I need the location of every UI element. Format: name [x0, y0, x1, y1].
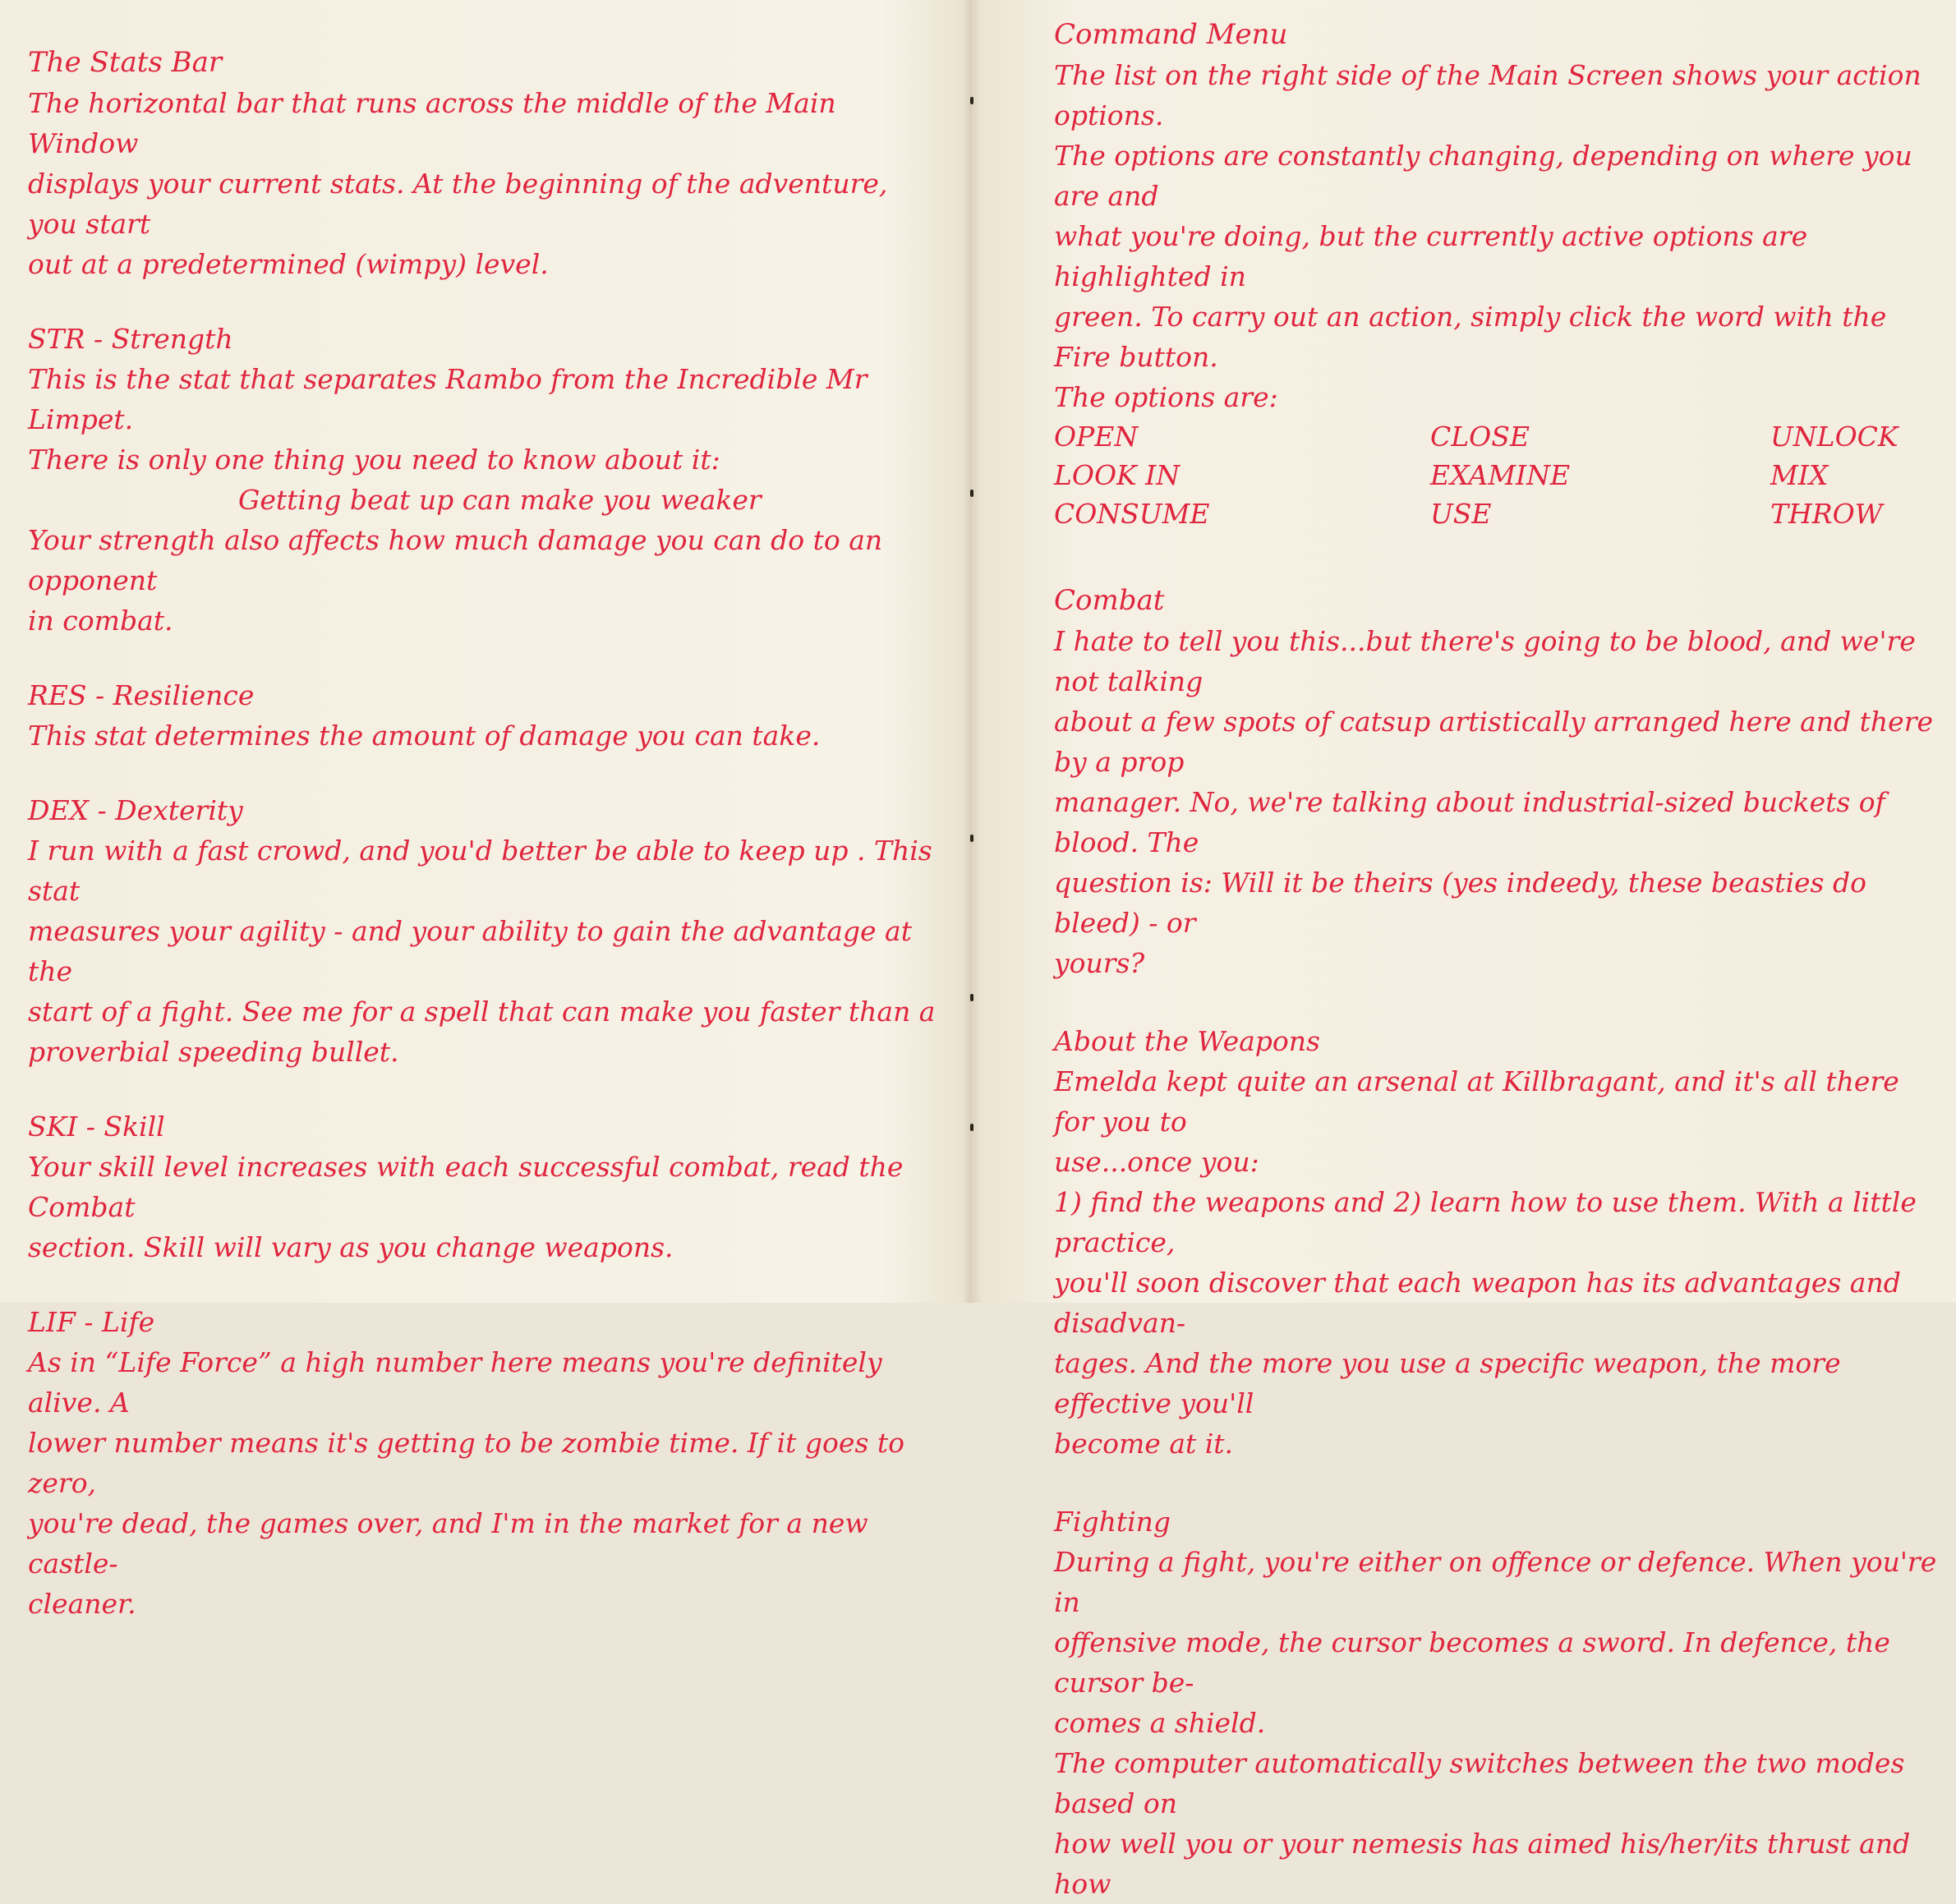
text-line: lower number means it's getting to be zombie time. If it goes to zero, — [28, 1427, 905, 1499]
text-line: green. To carry out an action, simply click the word with the Fire button. — [1054, 301, 1887, 373]
text-line: out at a predetermined (wimpy) level. — [28, 248, 549, 280]
right-page — [1054, 0, 1941, 1900]
text-line: proverbial speeding bullet. — [28, 1036, 399, 1068]
binding-staple — [970, 835, 973, 842]
binding-staple — [970, 1124, 973, 1131]
text-line: you're dead, the games over, and I'm in the market for a new castle- — [28, 1507, 868, 1580]
command-option: EXAMINE — [1430, 459, 1571, 491]
binding-staple — [970, 97, 973, 104]
command-option: OPEN — [1054, 421, 1139, 453]
strength-section — [28, 319, 940, 641]
section-heading: About the Weapons — [1054, 1025, 1320, 1057]
text-line: about a few spots of catsup artistically arranged here and there by a prop — [1054, 706, 1934, 778]
text-line: tages. And the more you use a specific weapon, the more effective you'll — [1054, 1347, 1841, 1419]
section-heading: DEX - Dexterity — [28, 794, 243, 826]
section-heading: Combat — [1054, 584, 1165, 617]
text-line: measures your agility - and your ability to gain the advantage at the — [28, 915, 912, 987]
combat-section — [1054, 581, 1941, 983]
section-heading: STR - Strength — [28, 323, 233, 355]
text-line: This stat determines the amount of damage you can take. — [28, 720, 821, 752]
command-option: CONSUME — [1054, 498, 1210, 530]
left-page — [28, 0, 940, 1620]
text-line: you'll soon discover that each weapon has its advantages and disadvan- — [1054, 1267, 1901, 1339]
section-heading: The Stats Bar — [28, 46, 223, 79]
text-line: yours? — [1054, 947, 1145, 979]
text-line: This is the stat that separates Rambo from the Incredible Mr Limpet. — [28, 363, 868, 435]
command-options-grid — [1054, 417, 1941, 533]
section-heading: SKI - Skill — [28, 1111, 165, 1143]
command-option: USE — [1430, 498, 1492, 530]
section-heading: RES - Resilience — [28, 679, 255, 711]
command-option: THROW — [1770, 498, 1883, 530]
text-line: The horizontal bar that runs across the middle of the Main Window — [28, 87, 836, 159]
text-line: use...once you: — [1054, 1146, 1259, 1178]
binding-staple — [970, 490, 973, 497]
section-heading: LIF - Life — [28, 1306, 155, 1338]
text-line: question is: Will it be theirs (yes indeedy, these beasties do bleed) - or — [1054, 867, 1866, 939]
command-option: LOOK IN — [1054, 459, 1181, 491]
text-line: The list on the right side of the Main Screen shows your action options. — [1054, 59, 1921, 131]
text-line: what you're doing, but the currently active options are highlighted in — [1054, 220, 1808, 292]
text-line: Your skill level increases with each successful combat, read the Combat — [28, 1151, 904, 1223]
text-line: manager. No, we're talking about industrial-sized buckets of blood. The — [1054, 786, 1885, 858]
centered-quote: Getting beat up can make you weaker — [238, 484, 762, 516]
binding-staple — [970, 994, 973, 1001]
text-line: I run with a fast crowd, and you'd better be able to keep up . This stat — [28, 835, 932, 907]
fighting-section — [1054, 1502, 1941, 1904]
text-line: The options are: — [1054, 381, 1278, 413]
weapons-section — [1054, 1021, 1941, 1464]
command-option: CLOSE — [1430, 421, 1530, 453]
dexterity-section — [28, 790, 940, 1072]
text-line: The computer automatically switches between the two modes based on — [1054, 1747, 1905, 1819]
stats-bar-section — [28, 43, 940, 284]
page-gutter — [966, 0, 971, 1303]
resilience-section — [28, 675, 940, 756]
life-section — [28, 1302, 940, 1624]
text-line: offensive mode, the cursor becomes a sword. In defence, the cursor be- — [1054, 1626, 1890, 1699]
text-line: I hate to tell you this...but there's going to be blood, and we're not talking — [1054, 625, 1916, 697]
text-line: As in “Life Force” a high number here means you're definitely alive. A — [28, 1346, 882, 1419]
text-line: The options are constantly changing, depending on where you are and — [1054, 140, 1912, 212]
command-menu-section — [1054, 15, 1941, 533]
section-heading: Fighting — [1054, 1506, 1171, 1538]
text-line: There is only one thing you need to know about it: — [28, 444, 720, 476]
text-line: start of a fight. See me for a spell that can make you faster than a — [28, 996, 936, 1028]
text-line: During a fight, you're either on offence or defence. When you're in — [1054, 1546, 1937, 1618]
command-option: UNLOCK — [1770, 421, 1898, 453]
text-line: comes a shield. — [1054, 1707, 1266, 1739]
command-option: MIX — [1770, 459, 1829, 491]
text-line: displays your current stats. At the beginning of the adventure, you start — [28, 168, 888, 240]
text-line: Your strength also affects how much damage you can do to an opponent — [28, 524, 883, 596]
text-line: become at it. — [1054, 1428, 1234, 1460]
skill-section — [28, 1106, 940, 1267]
text-line: in combat. — [28, 605, 173, 637]
text-line: Emelda kept quite an arsenal at Killbragant, and it's all there for you to — [1054, 1065, 1899, 1138]
text-line: cleaner. — [28, 1588, 136, 1620]
text-line: how well you or your nemesis has aimed his/her/its thrust and how — [1054, 1828, 1911, 1900]
text-line: 1) find the weapons and 2) learn how to use them. With a little practice, — [1054, 1186, 1917, 1258]
text-line: section. Skill will vary as you change weapons. — [28, 1231, 674, 1263]
section-heading: Command Menu — [1054, 18, 1288, 51]
